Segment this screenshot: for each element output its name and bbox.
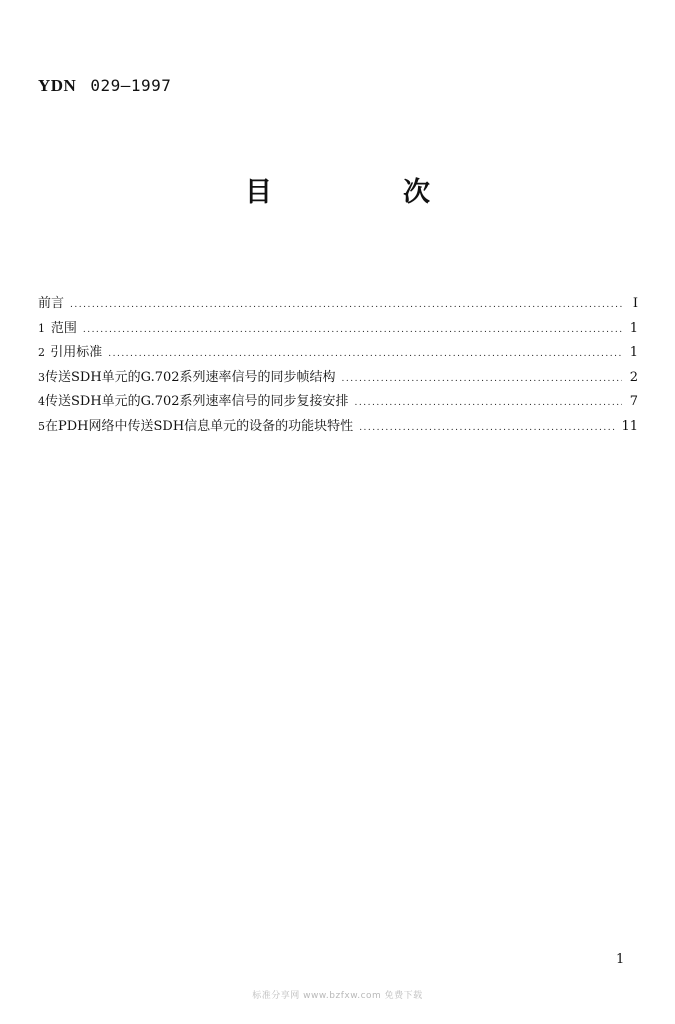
toc-entry-index: 3 (38, 370, 45, 384)
toc-page-number: 1 (629, 345, 638, 360)
table-of-contents (38, 292, 638, 439)
toc-page-number: I (632, 296, 638, 311)
toc-entry-text: 前言 (38, 296, 65, 311)
toc-page-number: 11 (621, 418, 638, 434)
toc-entry-text: 在PDH网络中传送SDH信息单元的设备的功能块特性 (45, 418, 354, 434)
toc-leader-dots (342, 367, 622, 392)
toc-entry-5[interactable] (38, 415, 638, 440)
standard-prefix: YDN (38, 76, 77, 95)
toc-leader-dots (70, 293, 622, 318)
watermark-text: 标准分享网 www.bzfxw.com 免费下载 (252, 991, 423, 1001)
toc-entry-1[interactable] (38, 317, 638, 342)
toc-entry-text: 范围 (50, 320, 77, 336)
toc-entry-index: 4 (38, 395, 45, 408)
toc-entry-4[interactable] (38, 390, 638, 415)
toc-entry-3[interactable] (38, 366, 638, 391)
page-title: 目 次 (245, 177, 482, 208)
toc-leader-dots (355, 391, 622, 416)
toc-entry-index: 2 (38, 346, 45, 359)
toc-page-number: 7 (629, 394, 638, 409)
toc-entry-foreword[interactable] (38, 292, 638, 317)
page-number: 1 (616, 952, 625, 967)
toc-entry-text: 传送SDH单元的G.702系列速率信号的同步复接安排 (45, 394, 349, 409)
toc-page-number: 2 (629, 369, 638, 385)
toc-leader-dots (359, 416, 615, 441)
toc-leader-dots (108, 342, 622, 367)
toc-entry-text: 引用标准 (50, 345, 103, 360)
toc-page-number: 1 (629, 320, 638, 336)
document-code (38, 76, 171, 96)
toc-entry-text: 传送SDH单元的G.702系列速率信号的同步帧结构 (45, 369, 336, 385)
toc-entry-2[interactable] (38, 341, 638, 366)
toc-entry-index: 5 (38, 419, 45, 433)
toc-leader-dots (83, 318, 622, 343)
standard-number: 029—1997 (90, 76, 172, 95)
toc-entry-index: 1 (38, 321, 45, 335)
